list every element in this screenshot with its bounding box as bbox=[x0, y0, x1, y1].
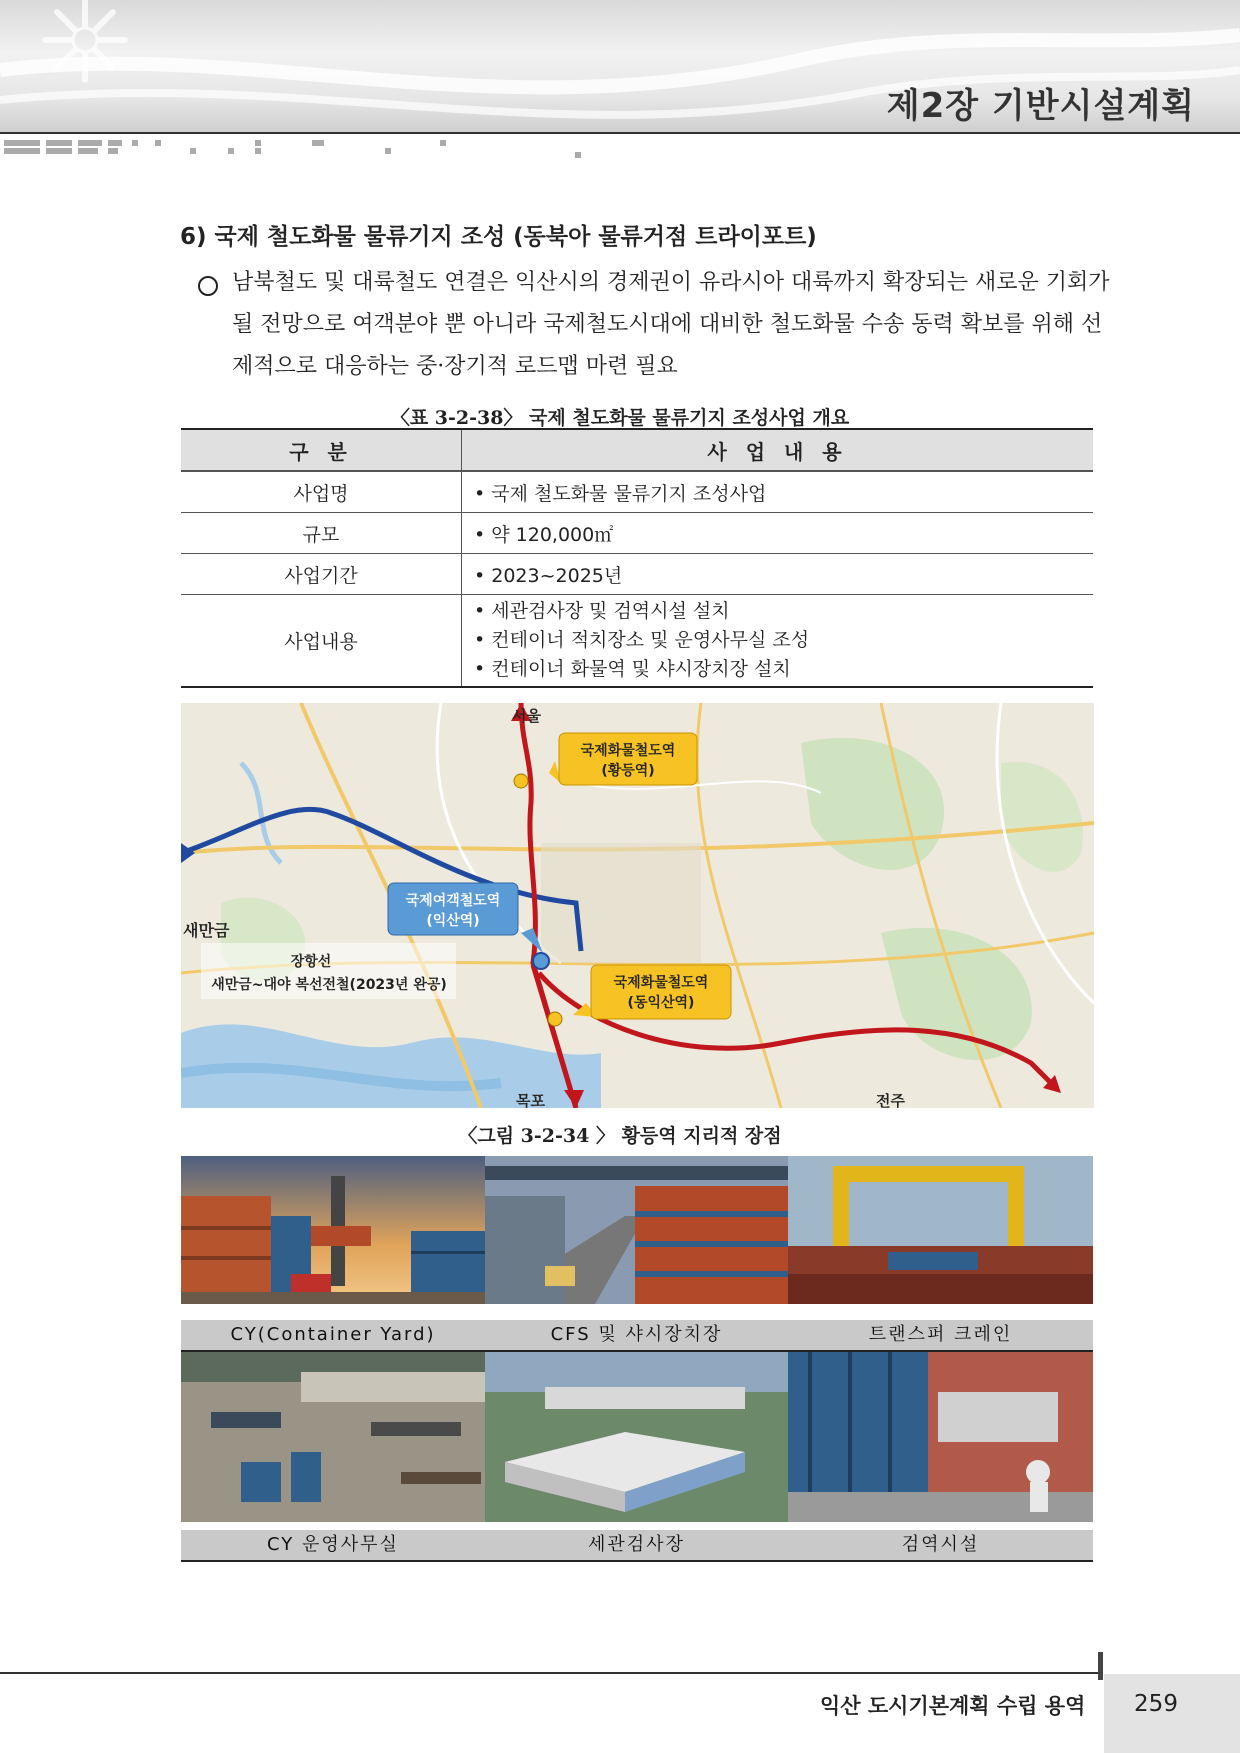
list-item: • 세관검사장 및 검역시설 설치 bbox=[474, 599, 730, 622]
row-label: 규모 bbox=[181, 513, 462, 554]
row-label: 사업내용 bbox=[181, 595, 462, 687]
transfer-crane-image bbox=[788, 1156, 1093, 1304]
label-crane: 트랜스퍼 크레인 bbox=[788, 1320, 1093, 1352]
footer-title: 익산 도시기본계획 수립 용역 bbox=[820, 1694, 1086, 1718]
chapter-title: 제2장 기반시설계획 bbox=[886, 86, 1195, 126]
cy-office-image bbox=[181, 1352, 485, 1522]
table-row bbox=[181, 471, 1093, 513]
footer-divider bbox=[1098, 1652, 1103, 1680]
janghang-line-desc: 새만금~대야 복선전철(2023년 완공) bbox=[211, 977, 447, 993]
photo-quarantine bbox=[788, 1352, 1093, 1522]
label-seoul: 서울 bbox=[512, 707, 541, 725]
header-category: 구 분 bbox=[181, 429, 462, 471]
list-item: • 컨테이너 화물역 및 샤시장치장 설치 bbox=[474, 657, 791, 680]
label-quarantine: 검역시설 bbox=[788, 1530, 1093, 1562]
customs-image bbox=[485, 1352, 788, 1522]
header-content: 사 업 내 용 bbox=[462, 429, 1094, 471]
row-value: • 국제 철도화물 물류기지 조성사업 bbox=[462, 471, 1094, 513]
table-caption: 〈표 3-2-38〉 국제 철도화물 물류기지 조성사업 개요 bbox=[390, 407, 850, 429]
overview-table bbox=[181, 428, 1093, 688]
label-cy-office: CY 운영사무실 bbox=[181, 1530, 485, 1562]
photo-cy-office bbox=[181, 1352, 485, 1522]
row-label: 사업기간 bbox=[181, 554, 462, 595]
row-label: 사업명 bbox=[181, 471, 462, 513]
table-row bbox=[181, 595, 1093, 687]
label-saemangeum: 새만금 bbox=[183, 921, 230, 940]
section-heading: 6) 국제 철도화물 물류기지 조성 (동북아 물류거점 트라이포트) bbox=[180, 224, 817, 250]
pixel-decoration bbox=[0, 138, 600, 162]
footer-rule bbox=[0, 1672, 1100, 1674]
table-row bbox=[181, 513, 1093, 554]
label-cy: CY(Container Yard) bbox=[181, 1320, 485, 1352]
cfs-image bbox=[485, 1156, 788, 1304]
bullet-paragraph: 남북철도 및 대륙철도 연결은 익산시의 경제권이 유라시아 대륙까지 확장되는 새로운 기회가 될 전망으로 여객분야 뿐 아니라 국제철도시대에 대비한 철도화물 수송 동력 확보를 위해 선제적으로 대응하는 중·장기적 로드맵 마련 필요 bbox=[232, 270, 1110, 379]
page-number: 259 bbox=[1134, 1691, 1178, 1717]
table-row bbox=[181, 554, 1093, 595]
callout-iksan-title: 국제여객철도역 bbox=[405, 893, 501, 909]
photo-container-yard bbox=[181, 1156, 485, 1304]
label-cfs: CFS 및 샤시장치장 bbox=[485, 1320, 788, 1352]
quarantine-image bbox=[788, 1352, 1093, 1522]
list-item: • 컨테이너 적치장소 및 운영사무실 조성 bbox=[474, 628, 810, 651]
label-mokpo: 목포 bbox=[516, 1092, 545, 1108]
label-customs: 세관검사장 bbox=[485, 1530, 788, 1562]
map-svg bbox=[181, 703, 1094, 1108]
callout-iksan-station: (익산역) bbox=[426, 913, 480, 929]
janghang-line-title: 장항선 bbox=[290, 954, 332, 970]
container-yard-image bbox=[181, 1156, 485, 1304]
callout-hwangdeung-title: 국제화물철도역 bbox=[580, 743, 676, 759]
page-header bbox=[0, 0, 1240, 160]
photo-transfer-crane bbox=[788, 1156, 1093, 1304]
row-value-list bbox=[462, 595, 1094, 687]
callout-dongiksan-title: 국제화물철도역 bbox=[613, 975, 709, 991]
photo-cfs bbox=[485, 1156, 788, 1304]
bullet-circle-icon bbox=[198, 276, 218, 296]
location-map bbox=[181, 703, 1094, 1108]
photo-customs bbox=[485, 1352, 788, 1522]
header-rule bbox=[0, 132, 1240, 134]
label-jeonju: 전주 bbox=[876, 1092, 905, 1108]
table-header-row bbox=[181, 429, 1093, 471]
callout-hwangdeung-station: (황등역) bbox=[601, 763, 655, 779]
row-value: • 약 120,000㎡ bbox=[462, 513, 1094, 554]
row-value: • 2023~2025년 bbox=[462, 554, 1094, 595]
callout-dongiksan-station: (동익산역) bbox=[627, 995, 695, 1011]
figure-caption: 〈그림 3-2-34 〉 황등역 지리적 장점 bbox=[458, 1125, 782, 1147]
